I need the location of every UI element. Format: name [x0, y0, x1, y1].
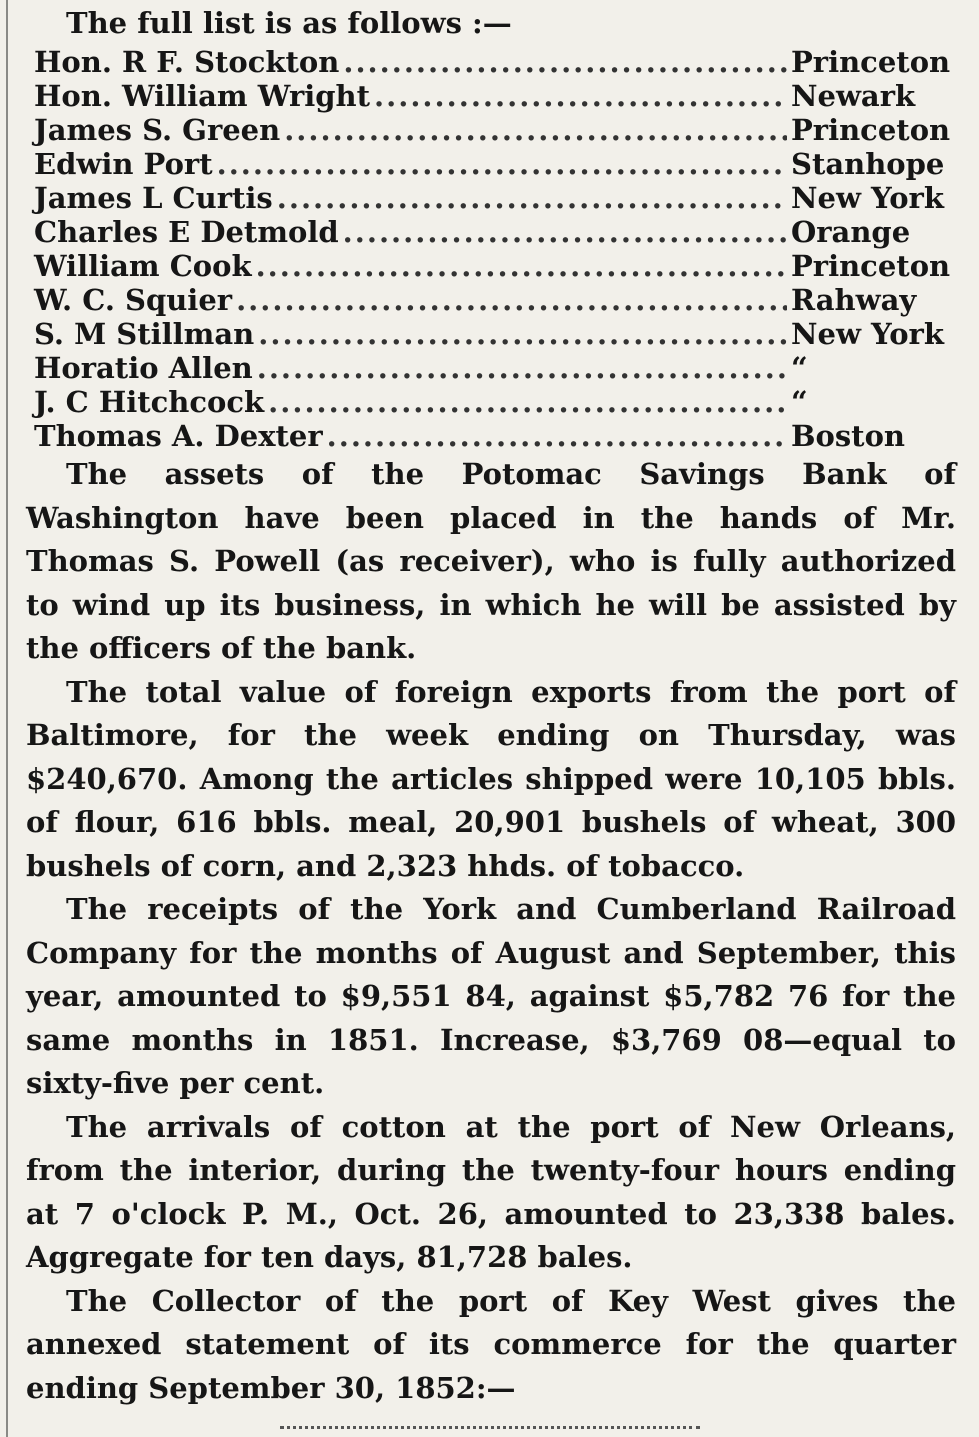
- list-item-place: Newark: [791, 79, 916, 113]
- list-item-place: Princeton: [791, 45, 951, 79]
- list-item: [26, 283, 956, 317]
- paragraph-cotton-arrivals: The arrivals of cotton at the port of New Orleans, from the interior, during the twenty-four hours ending at 7 o'clock P. M., Oct. 26, amounted to 23,338 bales. Aggregate for ten days, 81,728 bales.: [26, 1109, 956, 1274]
- list-item-name: Edwin Port: [34, 147, 213, 181]
- list-item: [26, 249, 956, 283]
- list-item: [26, 113, 956, 147]
- list-item-place: Stanhope: [791, 147, 945, 181]
- list-item-name: James L Curtis: [34, 181, 273, 215]
- name-place-list: [26, 45, 956, 453]
- leader-dots: [236, 283, 787, 317]
- truncated-text-fragment: [280, 1426, 700, 1437]
- list-item-name: Charles E Detmold: [34, 215, 339, 249]
- list-item: [26, 45, 956, 79]
- list-item-place: “: [791, 385, 808, 419]
- list-item: [26, 181, 956, 215]
- list-item: [26, 215, 956, 249]
- list-item: [26, 79, 956, 113]
- list-item: [26, 385, 956, 419]
- list-intro: The full list is as follows :—: [66, 6, 512, 40]
- list-item: [26, 351, 956, 385]
- cut-off-next-line: [0, 1416, 979, 1437]
- leader-dots: [258, 317, 787, 351]
- list-item: [26, 317, 956, 351]
- paragraph-key-west: The Collector of the port of Key West gives the annexed statement of its commerce for the quarter ending September 30, 1852:—: [26, 1283, 956, 1405]
- article-column: [26, 2, 956, 1410]
- list-item-name: William Cook: [34, 249, 252, 283]
- list-item-place: New York: [791, 181, 944, 215]
- list-item-place: New York: [791, 317, 944, 351]
- leader-dots: [327, 419, 787, 453]
- leader-dots: [256, 249, 787, 283]
- list-item-name: S. M Stillman: [34, 317, 255, 351]
- list-item-name: Hon. William Wright: [34, 79, 371, 113]
- leader-dots: [217, 147, 787, 181]
- list-item: [26, 147, 956, 181]
- leader-dots: [343, 45, 787, 79]
- column-rule: [6, 0, 8, 1437]
- paragraph-railroad-receipts: The receipts of the York and Cumberland Railroad Company for the months of August and September, this year, amounted to $9,551 84, against $5,782 76 for the same months in 1851. Increase, $3,769 08—equal to sixty-five per cent.: [26, 892, 956, 1100]
- list-item-place: Orange: [791, 215, 911, 249]
- list-item-name: J. C Hitchcock: [34, 385, 265, 419]
- list-item-name: Horatio Allen: [34, 351, 253, 385]
- paragraph-baltimore-exports: The total value of foreign exports from the port of Baltimore, for the week ending on Thursday, was $240,670. Among the articles shipped were 10,105 bbls. of flour, 616 bbls. meal, 20,901 bushels of wheat, 300 bushels of corn, and 2,323 hhds. of tobacco.: [26, 674, 956, 883]
- list-item-name: Hon. R F. Stockton: [34, 45, 340, 79]
- list-item: [26, 419, 956, 453]
- list-item-place: Boston: [791, 419, 906, 453]
- list-item-place: Princeton: [791, 249, 951, 283]
- leader-dots: [284, 113, 787, 147]
- list-item-name: W. C. Squier: [34, 283, 233, 317]
- paragraph-potomac-bank: The assets of the Potomac Savings Bank of Washington have been placed in the hands of Mr. Thomas S. Powell (as receiver), who is fully authorized to wind up its business, in which he will be assisted by the officers of the bank.: [26, 457, 956, 665]
- leader-dots: [268, 385, 787, 419]
- list-item-name: Thomas A. Dexter: [34, 419, 323, 453]
- list-item-place: Princeton: [791, 113, 951, 147]
- leader-dots: [277, 181, 787, 215]
- leader-dots: [257, 351, 787, 385]
- list-item-name: James S. Green: [34, 113, 281, 147]
- leader-dots: [343, 215, 787, 249]
- list-item-place: “: [791, 351, 808, 385]
- leader-dots: [374, 79, 787, 113]
- list-item-place: Rahway: [791, 283, 917, 317]
